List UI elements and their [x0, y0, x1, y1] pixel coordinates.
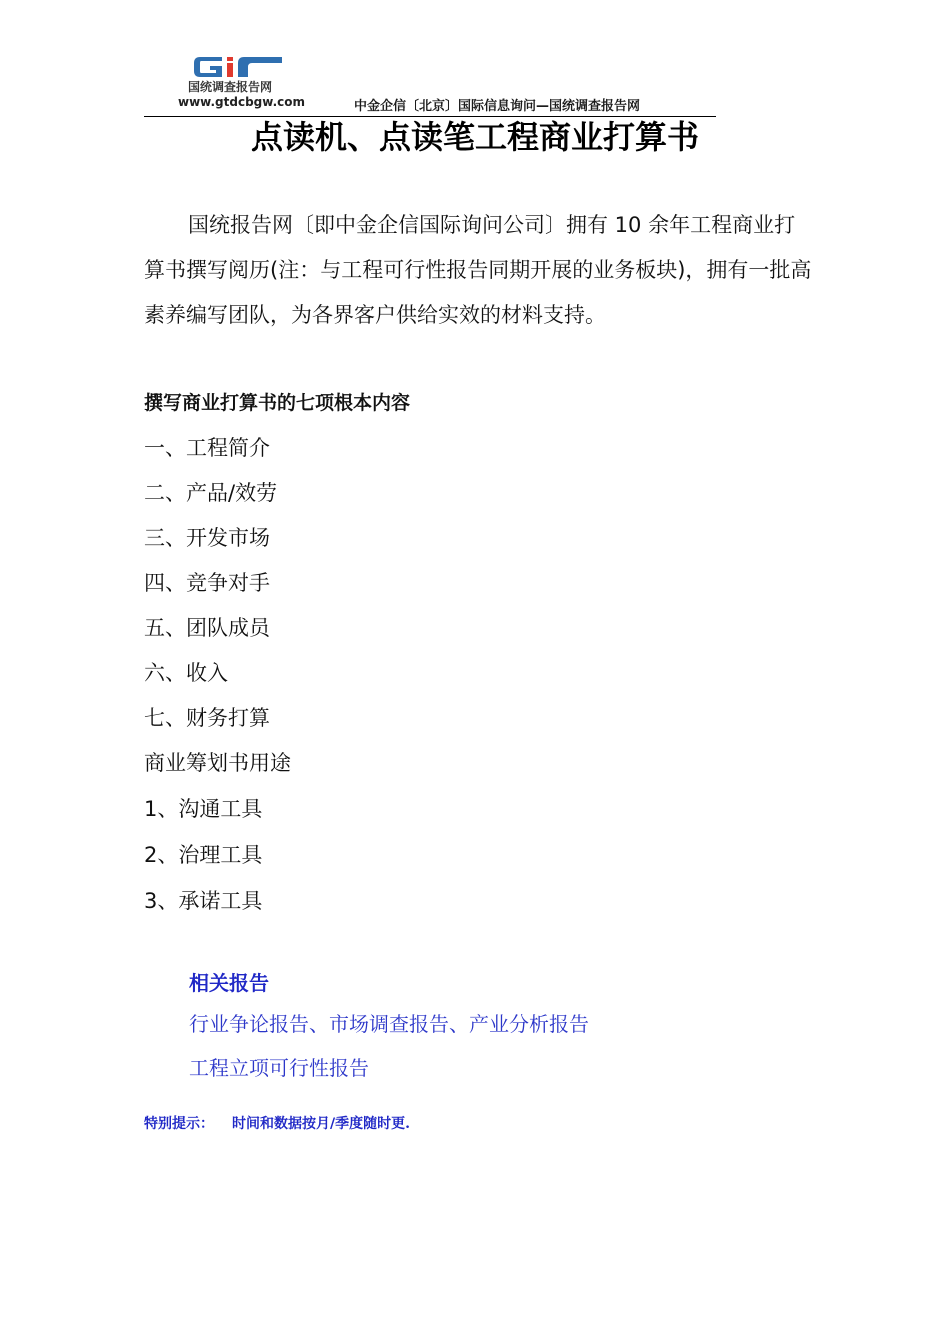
list-item: 二、产品/效劳 — [144, 481, 278, 505]
logo-site-name: 国统调查报告网 — [188, 80, 273, 94]
related-report-link-feasibility[interactable]: 工程立项可行性报告 — [189, 1056, 369, 1080]
intro-paragraph: 国统报告网〔即中金企信国际询问公司〕拥有 10 余年工程商业打算书撰写阅历(注：与工程可行性报告同期开展的业务板块)，拥有一批高素养编写团队，为各界客户供给实效的材料支持。 — [144, 213, 812, 327]
usage-heading: 商业筹划书用途 — [144, 751, 291, 775]
related-report-link-industry[interactable]: 行业争论报告、市场调查报告、产业分析报告 — [189, 1012, 589, 1036]
gtdc-logo-mark-icon — [192, 54, 284, 80]
list-item: 五、团队成员 — [144, 616, 270, 640]
related-reports-heading: 相关报告 — [189, 971, 269, 995]
list-item: 四、竞争对手 — [144, 571, 270, 595]
list-item: 一、工程简介 — [144, 436, 270, 460]
usage-item: 2、治理工具 — [144, 843, 263, 867]
notice-text: 时间和数据按月/季度随时更. — [232, 1116, 410, 1132]
list-item: 七、财务打算 — [144, 706, 270, 730]
section-heading: 撰写商业打算书的七项根本内容 — [144, 392, 411, 414]
list-item: 六、收入 — [144, 661, 228, 685]
usage-item: 3、承诺工具 — [144, 889, 263, 913]
header-tagline: 中金企信〔北京〕国际信息询问—国统调查报告网 — [354, 99, 641, 114]
document-title: 点读机、点读笔工程商业打算书 — [250, 118, 699, 156]
special-notice — [144, 1113, 410, 1135]
notice-label: 特别提示： — [144, 1116, 214, 1132]
usage-item: 1、沟通工具 — [144, 797, 263, 821]
list-item: 三、开发市场 — [144, 526, 270, 550]
site-logo[interactable] — [178, 50, 305, 112]
logo-url[interactable]: www.gtdcbgw.com — [178, 95, 305, 109]
